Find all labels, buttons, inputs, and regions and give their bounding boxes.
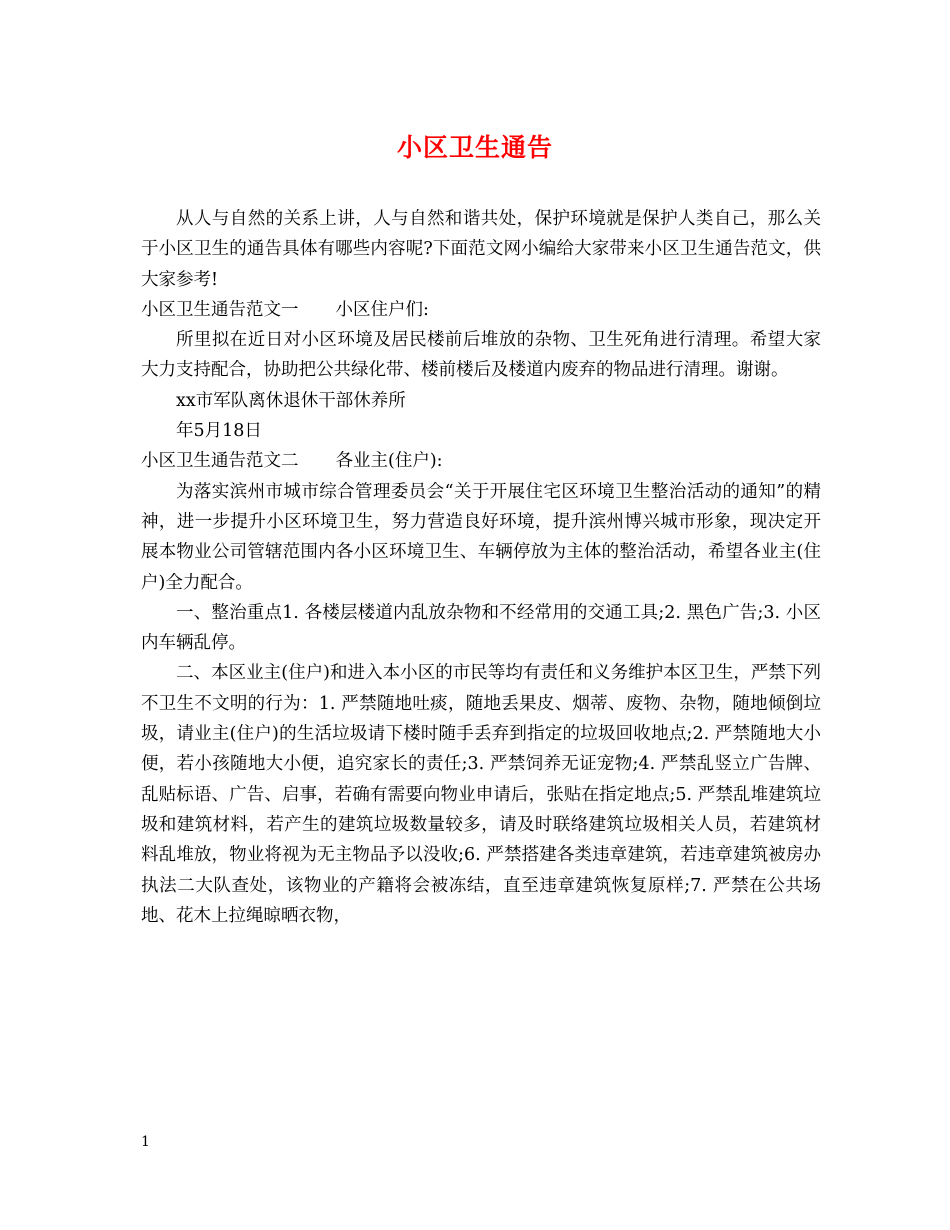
page-number: 1 bbox=[141, 1134, 150, 1150]
document-body bbox=[141, 204, 821, 931]
sample2-heading: 小区卫生通告范文二 bbox=[141, 451, 299, 472]
document-title: 小区卫生通告 bbox=[396, 133, 553, 162]
sample2-paragraph-1: 为落实滨州市城市综合管理委员会“关于开展住宅区环境卫生整治活动的通知”的精神，进一步提升小区环境卫生，努力营造良好环境，提升滨州博兴城市形象，现决定开展本物业公司管辖范围内各小区环境卫生、车辆停放为主体的整治活动，希望各业主(住户)全力配合。 bbox=[141, 481, 821, 593]
sample1-heading-line bbox=[141, 295, 821, 325]
sample1-body: 所里拟在近日对小区环境及居民楼前后堆放的杂物、卫生死角进行清理。希望大家大力支持配合，协助把公共绿化带、楼前楼后及楼道内废弃的物品进行清理。谢谢。 bbox=[141, 330, 821, 381]
sample1-heading: 小区卫生通告范文一 bbox=[141, 299, 299, 320]
sample2-paragraph-3: 二、本区业主(住户)和进入本小区的市民等均有责任和义务维护本区卫生，严禁下列不卫生不文明的行为：1. 严禁随地吐痰，随地丢果皮、烟蒂、废物、杂物，随地倾倒垃圾，请业主(住户)的生活垃圾请下楼时随手丢弃到指定的垃圾回收地点;2. 严禁随地大小便，若小孩随地大小便，追究家长的责任;3. 严禁饲养无证宠物;4. 严禁乱竖立广告牌、乱贴标语、广告、启事，若确有需要向物业申请后，张贴在指定地点;5. 严禁乱堆建筑垃圾和建筑材料，若产生的建筑垃圾数量较多，请及时联络建筑垃圾相关人员，若建筑材料乱堆放，物业将视为无主物品予以没收;6. 严禁搭建各类违章建筑，若违章建筑被房办执法二大队查处，该物业的产籍将会被冻结，直至违章建筑恢复原样;7. 严禁在公共场地、花木上拉绳晾晒衣物， bbox=[141, 663, 821, 926]
sample1-signature: xx市军队离休退休干部休养所 bbox=[176, 390, 406, 411]
sample1-date: 年5月18日 bbox=[176, 421, 262, 442]
sample2-salutation: 各业主(住户): bbox=[335, 451, 443, 472]
sample2-heading-line bbox=[141, 446, 821, 476]
intro-paragraph: 从人与自然的关系上讲，人与自然和谐共处，保护环境就是保护人类自己，那么关于小区卫生的通告具体有哪些内容呢?下面范文网小编给大家带来小区卫生通告范文，供大家参考! bbox=[141, 209, 821, 290]
sample1-salutation: 小区住户们: bbox=[335, 299, 429, 320]
sample2-paragraph-2: 一、整治重点1. 各楼层楼道内乱放杂物和不经常用的交通工具;2. 黑色广告;3. 小区内车辆乱停。 bbox=[141, 602, 821, 654]
